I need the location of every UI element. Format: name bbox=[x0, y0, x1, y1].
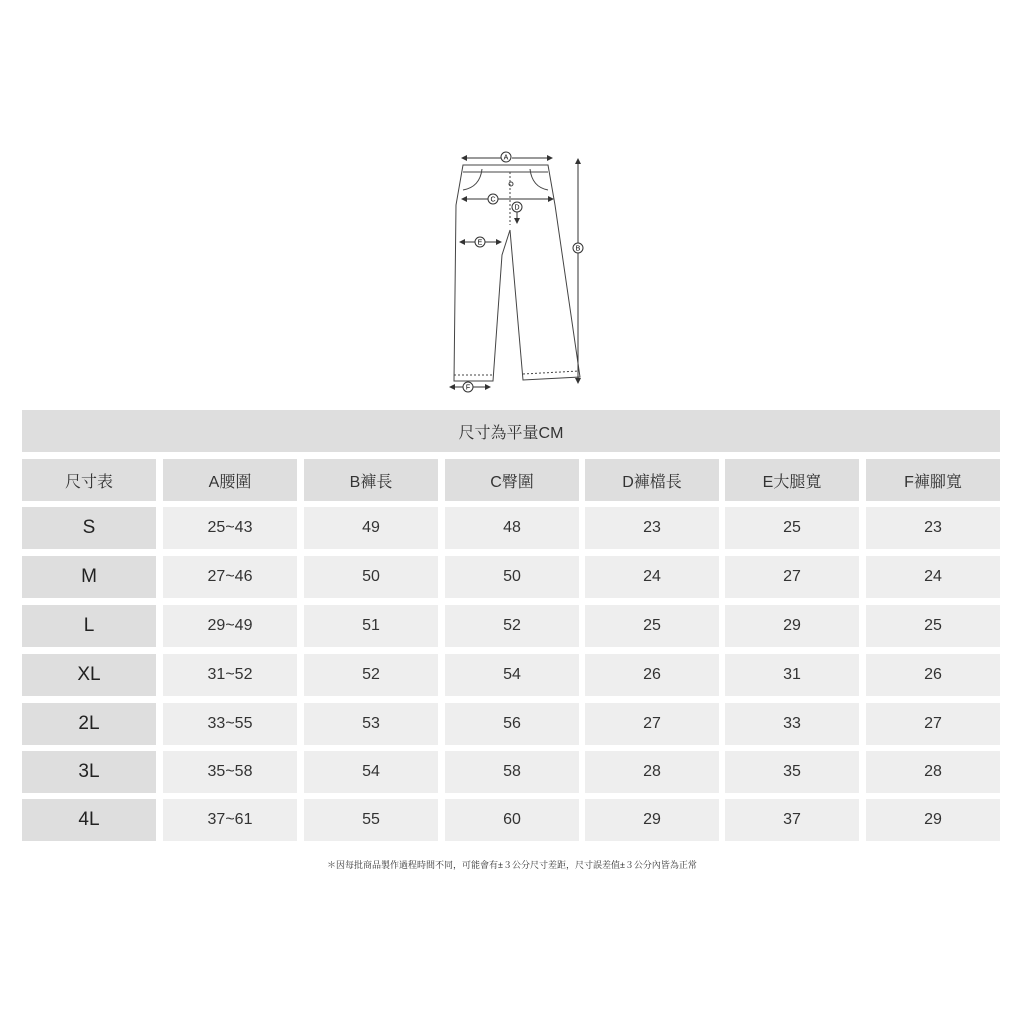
measurement-cell: 35 bbox=[725, 751, 859, 793]
measurement-cell: 24 bbox=[585, 556, 719, 598]
measurement-cell: 51 bbox=[304, 605, 438, 647]
measurement-cell: 29 bbox=[585, 799, 719, 841]
measurement-cell: 29 bbox=[725, 605, 859, 647]
measurement-cell: 28 bbox=[585, 751, 719, 793]
pants-measurement-diagram bbox=[440, 145, 600, 395]
measurement-cell: 52 bbox=[445, 605, 579, 647]
measurement-cell: 29~49 bbox=[163, 605, 297, 647]
measurement-cell: 56 bbox=[445, 703, 579, 745]
measurement-cell: 29 bbox=[866, 799, 1000, 841]
measurement-cell: 25 bbox=[866, 605, 1000, 647]
measurement-cell: 33 bbox=[725, 703, 859, 745]
header-hip: C臀圍 bbox=[445, 459, 579, 501]
measurement-cell: 27 bbox=[725, 556, 859, 598]
label-b: B bbox=[575, 245, 581, 253]
measurement-cell: 52 bbox=[304, 654, 438, 696]
header-length: B褲長 bbox=[304, 459, 438, 501]
measurement-cell: 26 bbox=[585, 654, 719, 696]
size-label: 4L bbox=[22, 799, 156, 841]
measurement-cell: 55 bbox=[304, 799, 438, 841]
header-hem: F褲腳寬 bbox=[866, 459, 1000, 501]
measurement-cell: 35~58 bbox=[163, 751, 297, 793]
measurement-cell: 27 bbox=[866, 703, 1000, 745]
header-waist: A腰圍 bbox=[163, 459, 297, 501]
measurement-cell: 24 bbox=[866, 556, 1000, 598]
header-size-chart: 尺寸表 bbox=[22, 459, 156, 501]
header-thigh: E大腿寬 bbox=[725, 459, 859, 501]
size-label: L bbox=[22, 605, 156, 647]
measurement-cell: 26 bbox=[866, 654, 1000, 696]
measurement-cell: 31~52 bbox=[163, 654, 297, 696]
label-d: D bbox=[514, 204, 520, 212]
measurement-cell: 60 bbox=[445, 799, 579, 841]
measurement-cell: 33~55 bbox=[163, 703, 297, 745]
pants-outline bbox=[454, 165, 580, 381]
size-label: S bbox=[22, 507, 156, 549]
measurement-cell: 23 bbox=[866, 507, 1000, 549]
unit-banner: 尺寸為平量CM bbox=[22, 410, 1000, 452]
measurement-cell: 37 bbox=[725, 799, 859, 841]
measurement-cell: 37~61 bbox=[163, 799, 297, 841]
measurement-cell: 58 bbox=[445, 751, 579, 793]
measurement-cell: 23 bbox=[585, 507, 719, 549]
measurement-cell: 54 bbox=[304, 751, 438, 793]
measurement-cell: 50 bbox=[445, 556, 579, 598]
size-label: XL bbox=[22, 654, 156, 696]
label-f: F bbox=[465, 384, 471, 392]
footnote: ＊因每批商品製作過程時間不同，可能會有±３公分尺寸差距，尺寸誤差值±３公分內皆為正常 bbox=[327, 860, 697, 870]
size-label: 2L bbox=[22, 703, 156, 745]
measurement-cell: 49 bbox=[304, 507, 438, 549]
measurement-cell: 27 bbox=[585, 703, 719, 745]
measurement-cell: 25 bbox=[585, 605, 719, 647]
measurement-cell: 25 bbox=[725, 507, 859, 549]
label-a: A bbox=[503, 154, 509, 162]
measurement-cell: 31 bbox=[725, 654, 859, 696]
size-label: M bbox=[22, 556, 156, 598]
measurement-cell: 54 bbox=[445, 654, 579, 696]
label-c: C bbox=[490, 196, 496, 204]
measurement-cell: 27~46 bbox=[163, 556, 297, 598]
measurement-cell: 50 bbox=[304, 556, 438, 598]
size-label: 3L bbox=[22, 751, 156, 793]
measurement-cell: 25~43 bbox=[163, 507, 297, 549]
measurement-cell: 28 bbox=[866, 751, 1000, 793]
measurement-cell: 48 bbox=[445, 507, 579, 549]
measurement-cell: 53 bbox=[304, 703, 438, 745]
label-e: E bbox=[477, 239, 483, 247]
header-rise: D褲檔長 bbox=[585, 459, 719, 501]
